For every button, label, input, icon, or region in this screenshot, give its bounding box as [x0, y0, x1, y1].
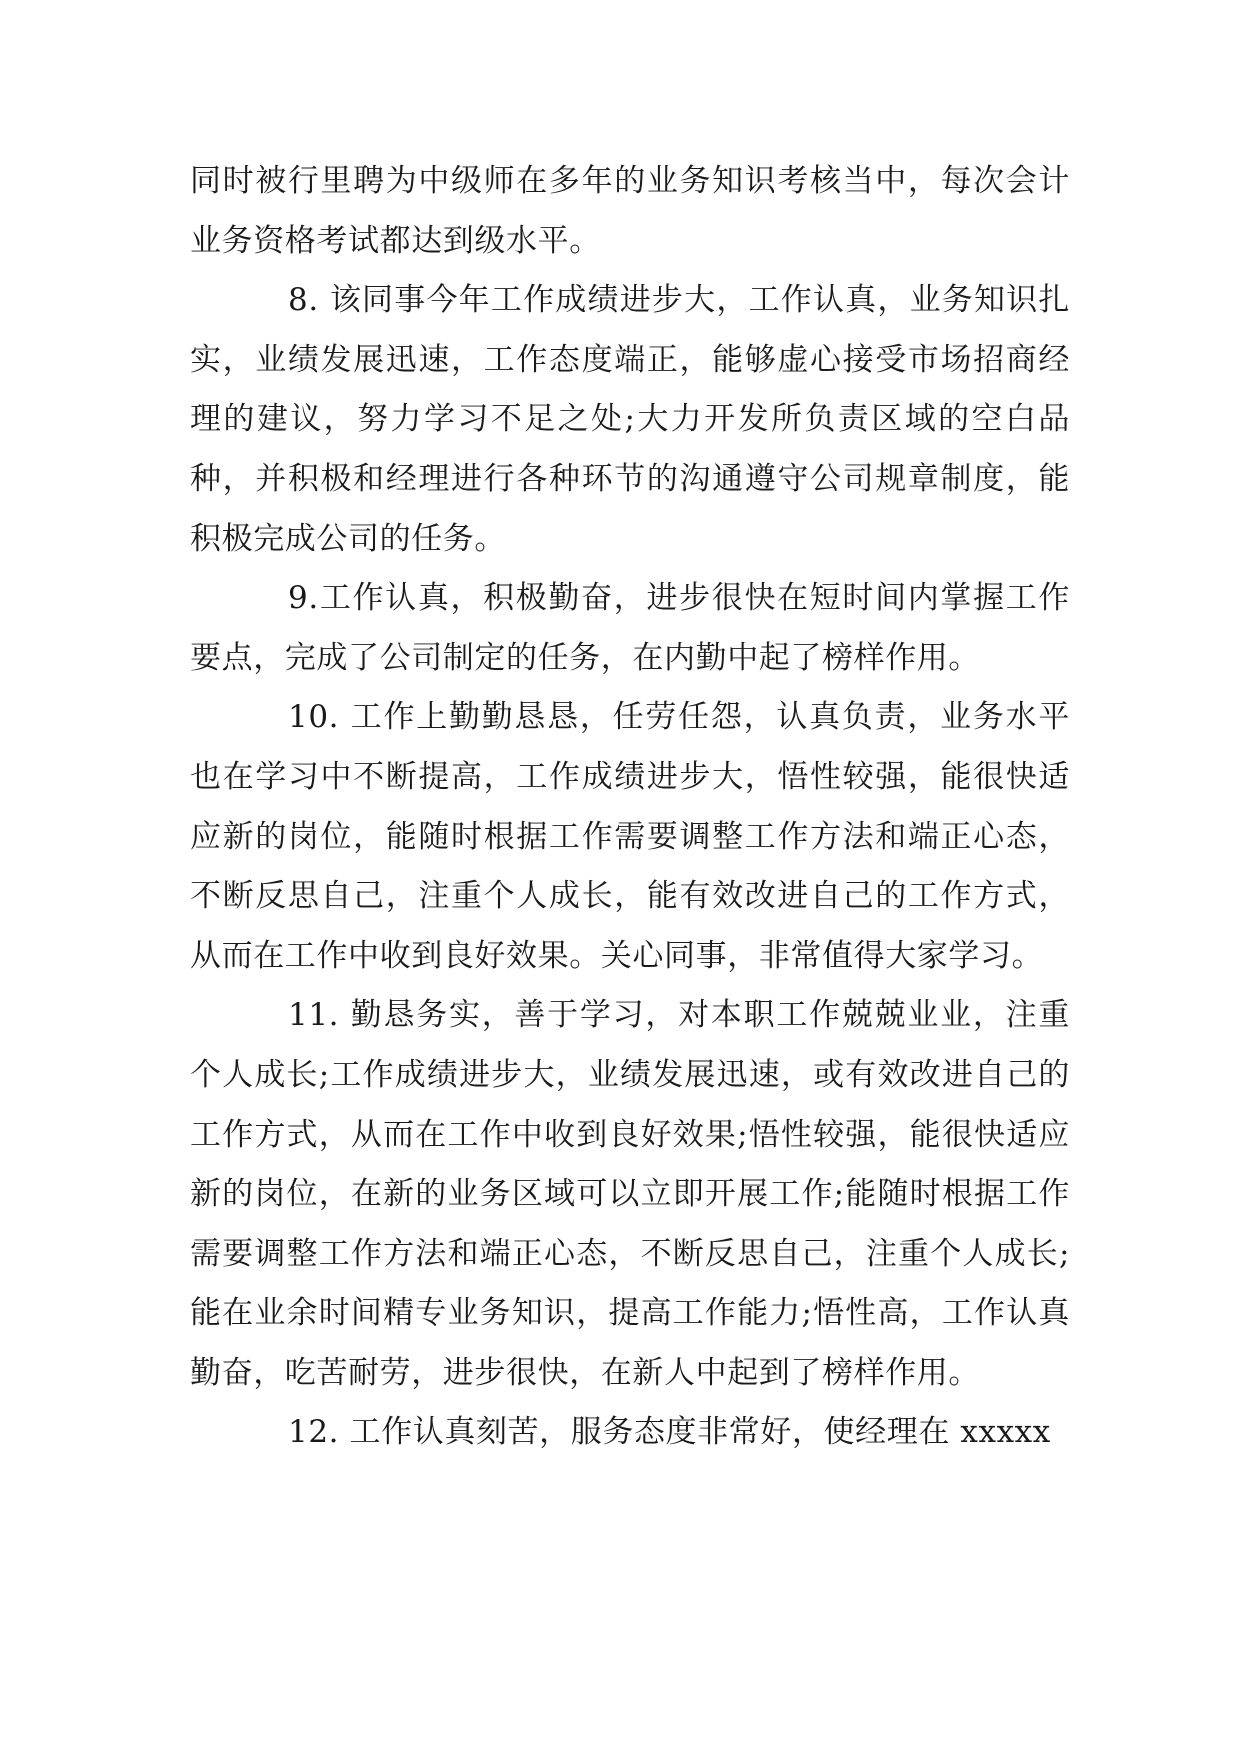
paragraph-continuation: 同时被行里聘为中级师在多年的业务知识考核当中，每次会计业务资格考试都达到级水平。 — [190, 163, 1070, 259]
paragraph-item-11: 11. 勤恳务实，善于学习，对本职工作兢兢业业，注重个人成长;工作成绩进步大，业绩发展迅速，或有效改进自己的工作方式，从而在工作中收到良好效果;悟性较强，能很快适应新的岗位，在新的业务区域可以立即开展工作;能随时根据工作需要调整工作方法和端正心态，不断反思自己，注重个人成长;能在业余时间精专业务知识，提高工作能力;悟性高，工作认真勤奋，吃苦耐劳，进步很快，在新人中起到了榜样作用。 — [190, 997, 1070, 1391]
paragraph-item-12: 12. 工作认真刻苦，服务态度非常好，使经理在 xxxxx — [288, 1414, 1051, 1451]
paragraph-item-8: 8. 该同事今年工作成绩进步大，工作认真，业务知识扎实，业绩发展迅速，工作态度端正，能够虚心接受市场招商经理的建议，努力学习不足之处;大力开发所负责区域的空白品种，并积极和经理进行各种环节的沟通遵守公司规章制度，能积极完成公司的任务。 — [190, 282, 1070, 557]
document-body — [190, 152, 1070, 1463]
paragraph-item-10: 10. 工作上勤勤恳恳，任劳任怨，认真负责，业务水平也在学习中不断提高，工作成绩进步大，悟性较强，能很快适应新的岗位，能随时根据工作需要调整工作方法和端正心态，不断反思自己，注重个人成长，能有效改进自己的工作方式，从而在工作中收到良好效果。关心同事，非常值得大家学习。 — [190, 699, 1070, 974]
paragraph-item-9: 9.工作认真，积极勤奋，进步很快在短时间内掌握工作要点，完成了公司制定的任务，在内勤中起了榜样作用。 — [190, 580, 1070, 676]
